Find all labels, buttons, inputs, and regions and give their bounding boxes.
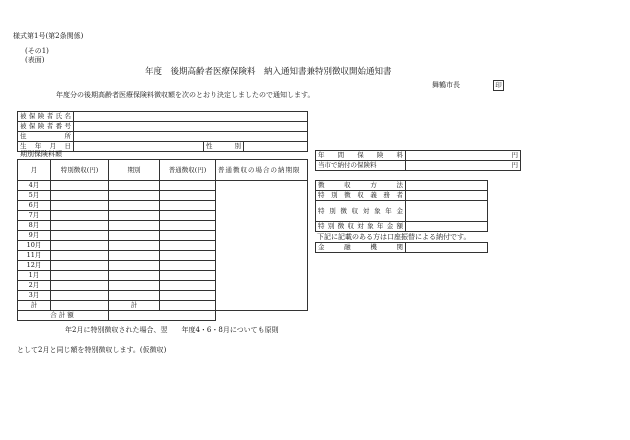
normal-amount-cell bbox=[160, 291, 216, 301]
subtotal-normal bbox=[160, 301, 216, 311]
sex-value bbox=[244, 142, 308, 152]
header-special: 特別徴収(円) bbox=[51, 160, 109, 181]
installment-month: 11月 bbox=[18, 251, 51, 261]
installment-month: 12月 bbox=[18, 261, 51, 271]
special-amount-cell bbox=[51, 201, 109, 211]
deadline-cell bbox=[216, 181, 308, 311]
obligor-label: 特別徴収義務者 bbox=[316, 191, 406, 201]
insured-number-value bbox=[74, 122, 308, 132]
normal-amount-cell bbox=[160, 251, 216, 261]
period-cell bbox=[109, 261, 160, 271]
installment-month: 4月 bbox=[18, 181, 51, 191]
annual-fee-row bbox=[316, 151, 521, 161]
footer-line-2: として2月と同じ額を特別徴収します。(仮徴収) bbox=[17, 346, 167, 354]
installment-header-row bbox=[18, 160, 308, 181]
method-label: 徴収方法 bbox=[316, 181, 406, 191]
period-cell bbox=[109, 211, 160, 221]
form-part: (その1) bbox=[25, 47, 49, 55]
installment-month: 3月 bbox=[18, 291, 51, 301]
special-amount-cell bbox=[51, 241, 109, 251]
header-month: 月 bbox=[18, 160, 51, 181]
normal-amount-cell bbox=[160, 241, 216, 251]
special-amount-cell bbox=[51, 231, 109, 241]
birth-label: 生年月日 bbox=[18, 142, 74, 152]
bank-value bbox=[406, 243, 488, 253]
normal-amount-cell bbox=[160, 281, 216, 291]
period-cell bbox=[109, 271, 160, 281]
bank-table bbox=[315, 242, 488, 253]
header-period: 期別 bbox=[109, 160, 160, 181]
period-cell bbox=[109, 221, 160, 231]
special-amount-cell bbox=[51, 271, 109, 281]
pension-label: 特別徴収対象年金 bbox=[316, 201, 406, 222]
normal-amount-cell bbox=[160, 271, 216, 281]
collection-table bbox=[315, 180, 488, 232]
subtotal-special bbox=[51, 301, 109, 311]
obligor-row bbox=[316, 191, 488, 201]
address-value bbox=[74, 132, 308, 142]
intro-text: 年度分の後期高齢者医療保険料徴収額を次のとおり決定しましたので通知します。 bbox=[56, 91, 315, 99]
special-amount-cell bbox=[51, 191, 109, 201]
special-amount-cell bbox=[51, 261, 109, 271]
normal-amount-cell bbox=[160, 191, 216, 201]
period-cell bbox=[109, 201, 160, 211]
installment-month: 8月 bbox=[18, 221, 51, 231]
period-cell bbox=[109, 281, 160, 291]
header-deadline: 普通徴収の場合の納期限 bbox=[216, 160, 308, 181]
normal-amount-cell bbox=[160, 211, 216, 221]
insured-name-value bbox=[74, 112, 308, 122]
annual-fee-unit: 円 bbox=[406, 151, 521, 161]
period-cell bbox=[109, 191, 160, 201]
normal-amount-cell bbox=[160, 231, 216, 241]
bank-label: 金融機関 bbox=[316, 243, 406, 253]
method-row bbox=[316, 181, 488, 191]
normal-amount-cell bbox=[160, 201, 216, 211]
footer-line-1: 年2月に特別徴収された場合、翌 年度4・6・8月についても原則 bbox=[65, 326, 279, 334]
installment-table bbox=[17, 159, 308, 321]
insured-name-label: 被保険者氏名 bbox=[18, 112, 74, 122]
special-amount-cell bbox=[51, 281, 109, 291]
pension-row bbox=[316, 201, 488, 222]
special-amount-cell bbox=[51, 181, 109, 191]
insured-name-row bbox=[18, 112, 308, 122]
paid-fee-unit: 円 bbox=[406, 161, 521, 171]
address-label: 住所 bbox=[18, 132, 74, 142]
installment-month: 7月 bbox=[18, 211, 51, 221]
special-amount-cell bbox=[51, 251, 109, 261]
pension-amount-label: 特別徴収対象年金額 bbox=[316, 222, 406, 232]
installment-month: 10月 bbox=[18, 241, 51, 251]
header-normal: 普通徴収(円) bbox=[160, 160, 216, 181]
normal-amount-cell bbox=[160, 261, 216, 271]
total-label: 合計額 bbox=[18, 311, 109, 321]
period-cell bbox=[109, 181, 160, 191]
insured-number-row bbox=[18, 122, 308, 132]
total-value bbox=[109, 311, 216, 321]
pension-amount-row bbox=[316, 222, 488, 232]
normal-amount-cell bbox=[160, 221, 216, 231]
seal-box: 印 bbox=[493, 80, 504, 91]
insured-number-label: 被保険者番号 bbox=[18, 122, 74, 132]
period-cell bbox=[109, 251, 160, 261]
installment-month: 9月 bbox=[18, 231, 51, 241]
annual-fee-label: 年間保険料 bbox=[316, 151, 406, 161]
installment-row bbox=[18, 181, 308, 191]
subtotal-label-2: 計 bbox=[109, 301, 160, 311]
installment-month: 2月 bbox=[18, 281, 51, 291]
period-cell bbox=[109, 231, 160, 241]
installment-caption: 期別保険料額 bbox=[20, 150, 62, 158]
installment-month: 1月 bbox=[18, 271, 51, 281]
method-value bbox=[406, 181, 488, 191]
total-row bbox=[18, 311, 308, 321]
special-amount-cell bbox=[51, 291, 109, 301]
issuer-name: 舞鶴市長 bbox=[432, 81, 460, 89]
paid-fee-row bbox=[316, 161, 521, 171]
installment-month: 5月 bbox=[18, 191, 51, 201]
insured-info-table bbox=[17, 111, 308, 152]
bank-row bbox=[316, 243, 488, 253]
obligor-value bbox=[406, 191, 488, 201]
special-amount-cell bbox=[51, 211, 109, 221]
subtotal-label: 計 bbox=[18, 301, 51, 311]
address-row bbox=[18, 132, 308, 142]
special-amount-cell bbox=[51, 221, 109, 231]
pension-amount-value bbox=[406, 222, 488, 232]
birth-value bbox=[74, 142, 204, 152]
form-number: 様式第1号(第2条関係) bbox=[13, 32, 84, 40]
form-side: (表面) bbox=[25, 56, 45, 64]
normal-amount-cell bbox=[160, 181, 216, 191]
document-title: 年度 後期高齢者医療保険料 納入通知書兼特別徴収開始通知書 bbox=[145, 67, 392, 77]
period-cell bbox=[109, 291, 160, 301]
installment-month: 6月 bbox=[18, 201, 51, 211]
sex-label: 性別 bbox=[204, 142, 244, 152]
pension-value bbox=[406, 201, 488, 222]
summary-table bbox=[315, 150, 521, 171]
paid-fee-label: 当市で納付の保険料 bbox=[316, 161, 406, 171]
period-cell bbox=[109, 241, 160, 251]
account-transfer-note: 下記に記載のある方は口座振替による納付です。 bbox=[317, 233, 471, 241]
